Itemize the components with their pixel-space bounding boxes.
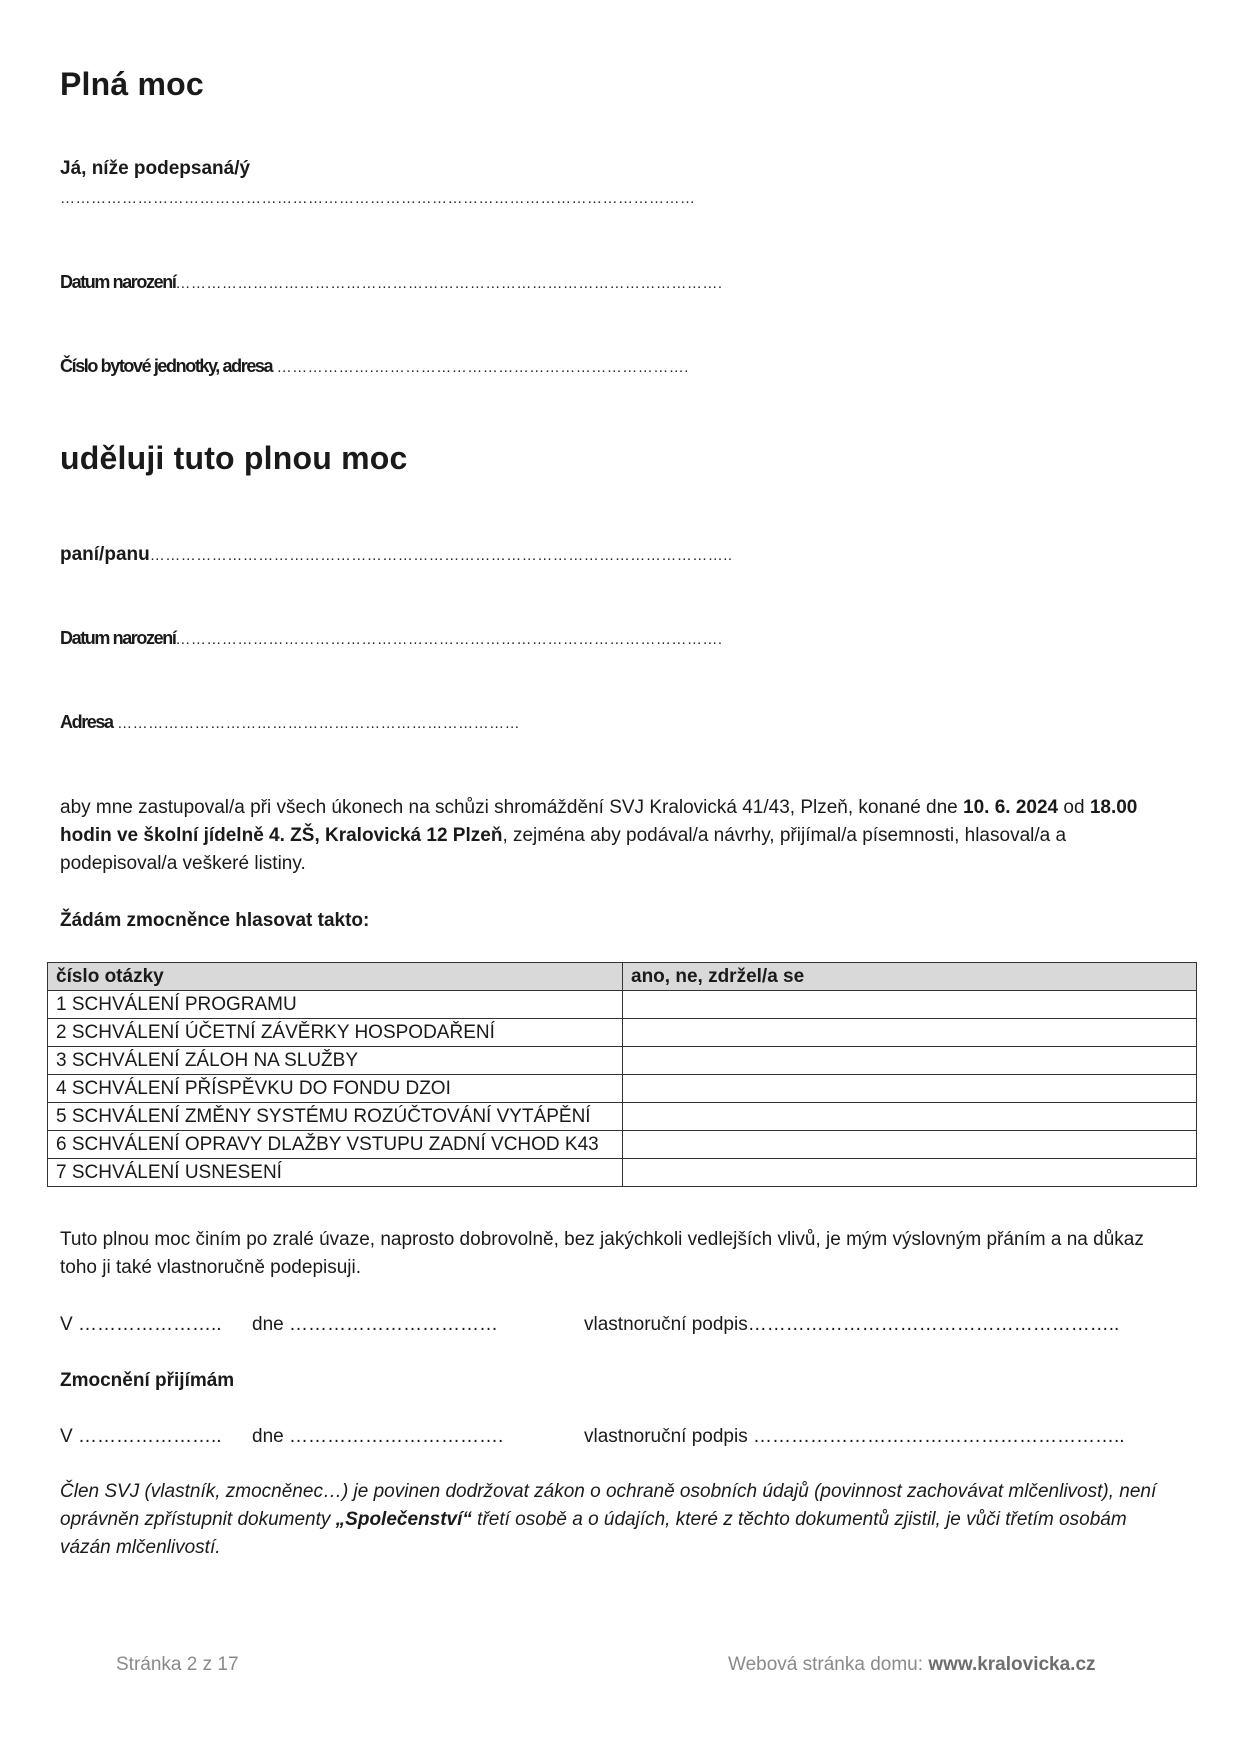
page-number: Stránka 2 z 17 [116,1654,239,1675]
signature2-date: dne ……………………………. [252,1426,504,1447]
question-cell: 3 SCHVÁLENÍ ZÁLOH NA SLUŽBY [48,1047,623,1075]
purpose-paragraph [60,794,1180,878]
question-cell: 1 SCHVÁLENÍ PROGRAMU [48,991,623,1019]
question-cell: 7 SCHVÁLENÍ USNESENÍ [48,1159,623,1187]
privacy-highlight: „Společenství“ [335,1509,472,1530]
attorney-dob-line: ……………………………………………………………………………………………. [175,631,723,648]
purpose-text-2: od [1058,797,1090,818]
table-row [48,1047,1197,1075]
answer-cell[interactable] [623,1075,1197,1103]
grantor-dob-line: ……………………………………………………………………………………………. [175,275,723,292]
table-row [48,1131,1197,1159]
website-link[interactable]: www.kralovicka.cz [928,1654,1096,1675]
table-row [48,1103,1197,1131]
signature1-place: V ………………….. [60,1314,222,1335]
attorney-name-field [60,544,733,566]
privacy-text-1: Člen SVJ (vlastník, zmocněnec…) je povinen dodržovat zákon o ochraně osobních údajů (povinnost zachovávat mlčenlivost), není oprávněn zpřístupnit dokumenty [60,1481,1157,1530]
attorney-name-line: ………………………………………………………………………………………………….. [149,547,733,564]
page-title: Plná moc [60,66,204,102]
header-answer: ano, ne, zdržel/a se [623,963,1197,991]
grantor-label: Já, níže podepsaná/ý [60,158,251,179]
grantor-dob-label: Datum narození [60,272,176,292]
answer-cell[interactable] [623,991,1197,1019]
vote-heading: Žádám zmocněnce hlasovat takto: [60,910,370,931]
answer-cell[interactable] [623,1159,1197,1187]
privacy-note [60,1478,1180,1562]
header-question: číslo otázky [48,963,623,991]
attorney-dob-field [60,628,723,649]
declaration-paragraph: Tuto plnou moc činím po zralé úvaze, naprosto dobrovolně, bez jakýchkoli vedlejších vlivů, je mým výslovným přáním a na důkaz toho ji také vlastnoručně podepisuji. [60,1229,1144,1278]
grantor-unit-line: ……………….……………………………………………………. [276,359,689,376]
attorney-address-label: Adresa [60,712,113,732]
vote-table-header [48,963,1197,991]
signature2-signature: vlastnoruční podpis ………………………………………………….. [584,1426,1125,1447]
signature2-place: V ………………….. [60,1426,222,1447]
answer-cell[interactable] [623,1103,1197,1131]
vote-table [47,962,1197,1187]
answer-cell[interactable] [623,1047,1197,1075]
purpose-text-3: , zejména aby podával/a návrhy, přijímal/a písemnosti, hlasoval/a a podepisoval/a veškeré listiny. [60,825,1067,874]
attorney-name-label: paní/panu [60,544,150,565]
meeting-date: 10. 6. 2024 [963,797,1059,818]
grantor-unit-field [60,356,689,377]
footer-website [728,1654,1096,1676]
purpose-text-1: aby mne zastupoval/a při všech úkonech na schůzi shromáždění SVJ Kralovická 41/43, Plzeň, konané dne [60,797,964,818]
question-cell: 2 SCHVÁLENÍ ÚČETNÍ ZÁVĚRKY HOSPODAŘENÍ [48,1019,623,1047]
privacy-text-2: třetí osobě a o údajích, které z těchto dokumentů zjistil, je vůči třetím osobám vázán mlčenlivostí. [60,1509,1127,1558]
grant-heading: uděluji tuto plnou moc [60,440,408,476]
answer-cell[interactable] [623,1131,1197,1159]
signature1-date: dne …………………………… [252,1314,498,1335]
table-row [48,991,1197,1019]
grantor-dob-field [60,272,723,293]
grantor-unit-label: Číslo bytové jednotky, adresa [60,356,273,376]
meeting-time-place: 18.00 hodin ve školní jídelně 4. ZŠ, Kralovická 12 Plzeň [60,797,1138,846]
question-cell: 6 SCHVÁLENÍ OPRAVY DLAŽBY VSTUPU ZADNÍ VCHOD K43 [48,1131,623,1159]
acceptance-heading: Zmocnění přijímám [60,1370,235,1391]
attorney-address-line: …………………………………………………………………… [117,715,521,732]
answer-cell[interactable] [623,1019,1197,1047]
attorney-dob-label: Datum narození [60,628,176,648]
table-row [48,1075,1197,1103]
table-row [48,1019,1197,1047]
table-row [48,1159,1197,1187]
grantor-name-line: …………………………………………………………………………………………………………… [60,190,696,207]
question-cell: 4 SCHVÁLENÍ PŘÍSPĚVKU DO FONDU DZOI [48,1075,623,1103]
attorney-address-field [60,712,520,733]
question-cell: 5 SCHVÁLENÍ ZMĚNY SYSTÉMU ROZÚČTOVÁNÍ VYTÁPĚNÍ [48,1103,623,1131]
signature1-signature: vlastnoruční podpis………………………………………………….. [584,1314,1120,1335]
website-label: Webová stránka domu: [728,1654,929,1675]
